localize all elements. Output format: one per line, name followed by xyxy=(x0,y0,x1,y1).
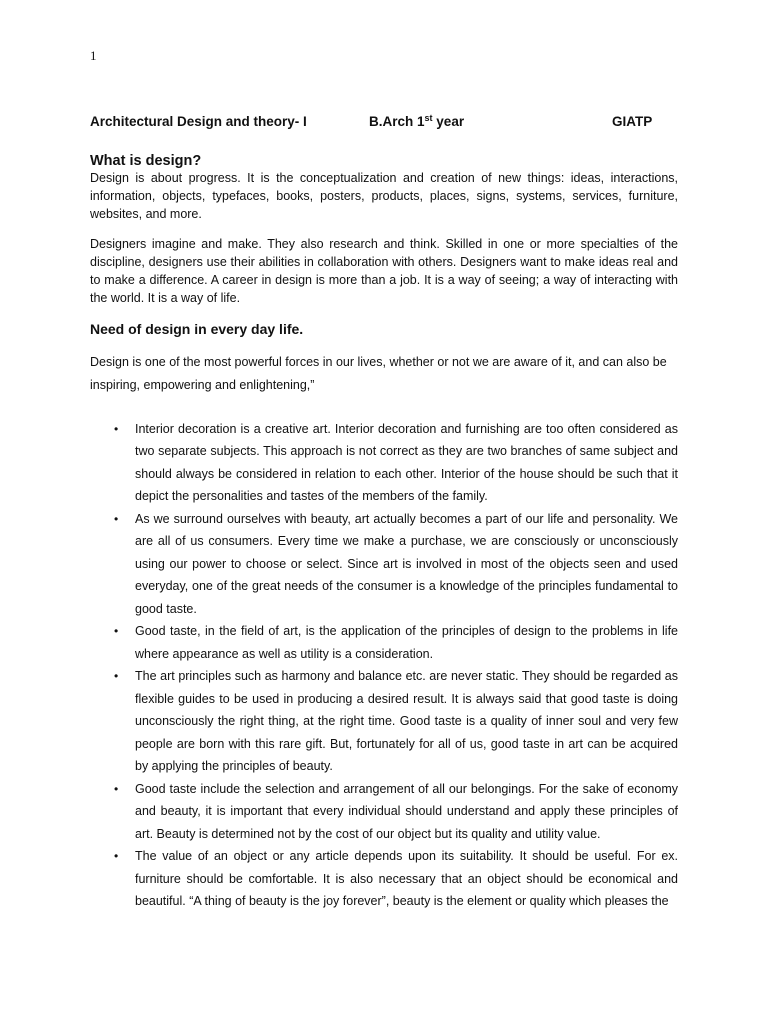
paragraph-designers: Designers imagine and make. They also research and think. Skilled in one or more specialties of the discipline, designers use their abilities in collaboration with others. Designers want to make ideas real and to make a difference. A career in design is more than a job. It is a way of seeing; a way of interacting with the world. It is a way of life. xyxy=(90,237,678,305)
program-prefix: B.Arch 1 xyxy=(369,114,425,129)
list-item-text: The art principles such as harmony and balance etc. are never static. They should be regarded as flexible guides to be used in producing a desired result. It is always said that good taste is doing unconsciously the right thing, at the right time. Good taste is a quality of inner soul and very few people are born with this rare gift. But, fortunately for all of us, good taste in art can be acquired by applying the principles of beauty. xyxy=(135,669,678,774)
document-body xyxy=(90,150,678,913)
bullet-icon: • xyxy=(114,669,119,684)
bullet-icon: • xyxy=(114,849,119,864)
section-heading-need-of-design: Need of design in every day life. xyxy=(90,320,304,337)
list-item xyxy=(90,665,678,778)
bullet-icon: • xyxy=(114,511,119,526)
program-suffix: year xyxy=(432,114,465,129)
list-item-text: Interior decoration is a creative art. Interior decoration and furnishing are too often considered as two separate subjects. This approach is not correct as they are two branches of same subject and should always be considered in relation to each other. Interior of the house should be such that it depict the personalities and tastes of the members of the family. xyxy=(135,421,678,504)
course-title: Architectural Design and theory- I xyxy=(90,114,307,129)
paragraph-design-forces: Design is one of the most powerful forces in our lives, whether or not we are aware of it, and can also be inspiring, empowering and enlightening,” xyxy=(90,354,667,392)
bullet-list xyxy=(90,418,678,913)
list-item xyxy=(90,778,678,846)
list-item-text: Good taste include the selection and arrangement of all our belongings. For the sake of economy and beauty, it is important that every individual should understand and apply these principles of art. Beauty is determined not by the cost of our object but its quality and utility value. xyxy=(135,781,678,841)
institute-name: GIATP xyxy=(612,114,653,129)
list-item xyxy=(90,845,678,913)
list-item-text: Good taste, in the field of art, is the application of the principles of design to the problems in life where appearance as well as utility is a consideration. xyxy=(135,624,678,661)
paragraph-design-definition: Design is about progress. It is the conceptualization and creation of new things: ideas, interactions, information, objects, typefaces, books, posters, products, places, signs, systems, services, furniture, websites, and more. xyxy=(90,171,678,221)
page-number: 1 xyxy=(90,48,97,63)
list-item xyxy=(90,620,678,665)
list-item-text: The value of an object or any article depends upon its suitability. It should be useful. For ex. furniture should be comfortable. It is also necessary that an object should be economical and beautiful. “A thing of beauty is the joy forever”, beauty is the element or quality which pleases the xyxy=(135,849,678,909)
section-heading-what-is-design: What is design? xyxy=(90,153,202,169)
bullet-icon: • xyxy=(114,781,119,796)
list-item-text: As we surround ourselves with beauty, art actually becomes a part of our life and personality. We are all of us consumers. Every time we make a purchase, we are consciously or unconsciously using our power to choose or select. Since art is involved in most of the objects seen and used everyday, one of the great needs of the consumer is a knowledge of the principles fundamental to good taste. xyxy=(135,511,678,616)
bullet-icon: • xyxy=(114,624,119,639)
list-item xyxy=(90,418,678,508)
list-item xyxy=(90,508,678,621)
program-superscript: st xyxy=(424,113,433,123)
bullet-icon: • xyxy=(114,421,119,436)
program-year xyxy=(369,114,464,129)
